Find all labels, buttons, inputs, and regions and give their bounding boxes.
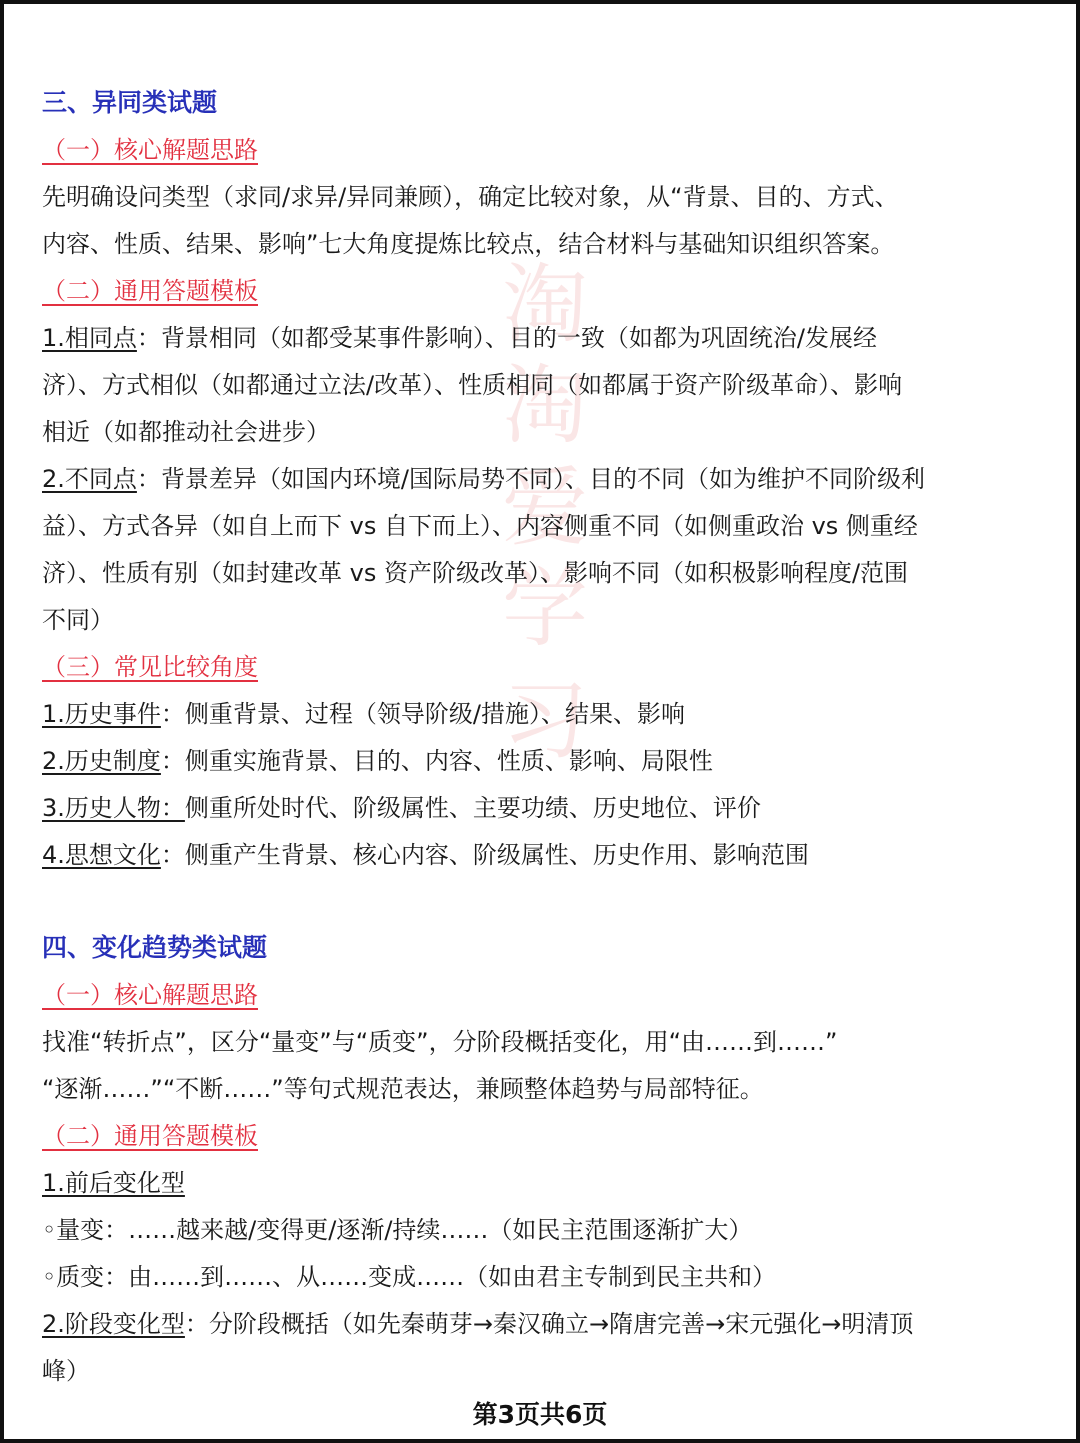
- section3-paragraph-line: 先明确设问类型（求同/求异/异同兼顾），确定比较对象，从“背景、目的、方式、: [42, 183, 899, 211]
- difference-item-line: 益）、方式各异（如自上而下 vs 自下而上）、内容侧重不同（如侧重政治 vs 侧重经: [42, 512, 918, 540]
- similarity-item-line: 相近（如都推动社会进步）: [42, 418, 330, 446]
- section4-sub2-heading: （二）通用答题模板: [42, 1122, 258, 1150]
- similarity-text: ：背景相同（如都受某事件影响）、目的一致（如都为巩固统治/发展经: [136, 324, 877, 352]
- angle-label: 2.历史制度: [42, 747, 161, 775]
- similarity-item-line: [42, 321, 1042, 355]
- type1-label: 1.前后变化型: [42, 1169, 185, 1197]
- watermark-char: 淘: [502, 356, 588, 457]
- section4-paragraph-line: “逐渐……”“不断……”等句式规范表达，兼顾整体趋势与局部特征。: [42, 1075, 764, 1103]
- section4-paragraph-line: 找准“转折点”，区分“量变”与“质变”，分阶段概括变化，用“由……到……”: [42, 1028, 838, 1056]
- type2-item-line: [42, 1307, 1042, 1341]
- watermark-char: 淘: [502, 255, 588, 355]
- similarity-item-line: 济）、方式相似（如都通过立法/改革）、性质相同（如都属于资产阶级革命）、影响: [42, 371, 903, 399]
- angle-item: [42, 697, 1042, 731]
- difference-item-line: 不同）: [42, 606, 114, 634]
- angle-item: [42, 838, 1042, 872]
- type2-text: ：分阶段概括（如先秦萌芽→秦汉确立→隋唐完善→宋元强化→明清顶: [184, 1310, 914, 1338]
- section3-paragraph-line: 内容、性质、结果、影响”七大角度提炼比较点，结合材料与基础知识组织答案。: [42, 230, 895, 258]
- difference-item-line: [42, 462, 1042, 496]
- angle-label: 4.思想文化: [42, 841, 161, 869]
- angle-item: [42, 791, 1042, 825]
- angle-text: 侧重所处时代、阶级属性、主要功绩、历史地位、评价: [184, 794, 761, 822]
- angle-label: 3.历史人物：: [42, 794, 185, 822]
- difference-text: ：背景差异（如国内环境/国际局势不同）、目的不同（如为维护不同阶级利: [136, 465, 925, 493]
- section4-sub1-heading: （一）核心解题思路: [42, 981, 258, 1009]
- angle-item: [42, 744, 1042, 778]
- angle-text: ：侧重实施背景、目的、内容、性质、影响、局限性: [160, 747, 713, 775]
- difference-item-line: 济）、性质有别（如封建改革 vs 资产阶级改革）、影响不同（如积极影响程度/范围: [42, 559, 909, 587]
- section3-heading: 三、异同类试题: [42, 88, 218, 117]
- page-number: 第3页共6页: [472, 1400, 608, 1429]
- angle-text: ：侧重产生背景、核心内容、阶级属性、历史作用、影响范围: [160, 841, 809, 869]
- difference-label: 2.不同点: [42, 465, 137, 493]
- section4-heading: 四、变化趋势类试题: [42, 933, 268, 962]
- section3-sub2-heading: （二）通用答题模板: [42, 277, 258, 305]
- angle-text: ：侧重背景、过程（领导阶级/措施）、结果、影响: [160, 700, 685, 728]
- type2-label: 2.阶段变化型: [42, 1310, 185, 1338]
- watermark-char: 习: [502, 670, 588, 771]
- similarity-label: 1.相同点: [42, 324, 137, 352]
- bullet-item: ◦量变：……越来越/变得更/逐渐/持续……（如民主范围逐渐扩大）: [42, 1216, 753, 1244]
- watermark-char: 学: [502, 559, 588, 660]
- section3-sub1-heading: （一）核心解题思路: [42, 136, 258, 164]
- bullet-item: ◦质变：由……到……、从……变成……（如由君主专制到民主共和）: [42, 1263, 777, 1291]
- angle-label: 1.历史事件: [42, 700, 161, 728]
- type2-item-line: 峰）: [42, 1357, 90, 1385]
- section3-sub3-heading: （三）常见比较角度: [42, 653, 258, 681]
- type1-heading: [42, 1166, 1042, 1200]
- watermark-char: 爱: [502, 457, 588, 558]
